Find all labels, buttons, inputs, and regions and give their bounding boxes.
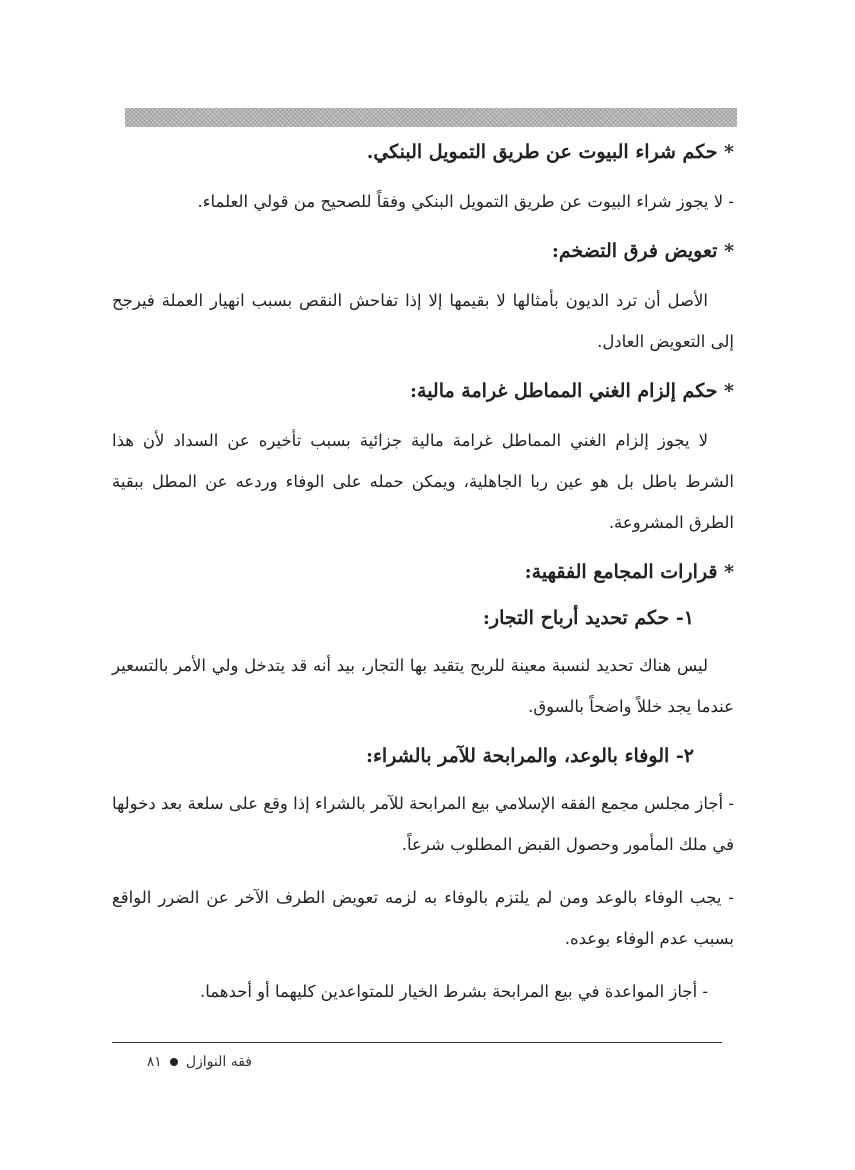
heading-inflation-compensation: * تعويض فرق التضخم: [551,240,734,262]
subheading-merchant-profits: ١- حكم تحديد أرباح التجار: [482,607,694,629]
bullet-dot-icon [170,1058,178,1066]
page-number: ٨١ [146,1054,162,1070]
page-content [112,135,734,1024]
paragraph-murabaha-permission: - أجاز مجلس مجمع الفقه الإسلامي بيع المرابحة للآمر بالشراء إذا وقع على سلعة بعد دخولها في ملك المأمور وحصول القبض المطلوب شرعاً. [112,794,734,854]
heading-house-purchase-ruling: * حكم شراء البيوت عن طريق التمويل البنكي. [366,141,734,163]
footer-book-title: فقه النوازل [185,1054,252,1070]
page-footer [112,1050,252,1074]
heading-procrastinator-penalty: * حكم إلزام الغني المماطل غرامة مالية: [410,380,734,402]
subheading-promise-murabaha: ٢- الوفاء بالوعد، والمرابحة للآمر بالشراء: [365,745,694,767]
heading-fiqh-council-resolutions: * قرارات المجامع الفقهية: [524,561,734,583]
paragraph-merchant-profits: ليس هناك تحديد لنسبة معينة للربح يتقيد بها التجار، بيد أنه قد يتدخل ولي الأمر بالتسعير عندما يجد خللاً واضحاً بالسوق. [112,656,734,716]
paragraph-inflation: الأصل أن ترد الديون بأمثالها لا بقيمها إلا إذا تفاحش النقص بسبب انهيار العملة فيرجح إلى التعويض العادل. [112,291,734,351]
header-decorative-bar [125,108,737,127]
paragraph-option-condition: - أجاز المواعدة في بيع المرابحة بشرط الخيار للمتواعدين كليهما أو أحدهما. [199,982,708,1001]
paragraph-promise-obligation: - يجب الوفاء بالوعد ومن لم يلتزم بالوفاء به لزمه تعويض الطرف الآخر عن الضرر الواقع بسبب عدم الوفاء بوعده. [112,888,734,948]
footer-divider [112,1042,722,1043]
paragraph-procrastinator: لا يجوز إلزام الغني المماطل غرامة مالية جزائية بسبب تأخيره عن السداد لأن هذا الشرط باطل بل هو عين ربا الجاهلية، ويمكن حمله على الوفاء وردعه عن المطل ببقية الطرق المشروعة. [112,431,734,532]
paragraph-house-purchase: - لا يجوز شراء البيوت عن طريق التمويل البنكي وفقاً للصحيح من قولي العلماء. [197,192,734,211]
